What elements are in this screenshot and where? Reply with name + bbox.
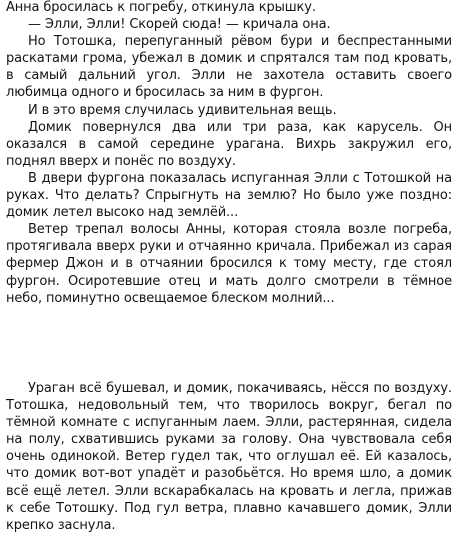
paragraph-elli-door: В двери фургона показалась испуганная Элли с Тотошкой на руках. Что делать? Спрыгнуть на землю? Но было уже поздно: домик летел высоко над землёй... (6, 170, 452, 221)
paragraph-anna-shout: — Элли, Элли! Скорей сюда! — кричала она. (28, 17, 331, 33)
text-section-1 (6, 0, 452, 307)
paragraph-totoshka-hides: Но Тотошка, перепуганный рёвом бури и беспрестанными раскатами грома, убежал в домик и спрятался там под кровать, в самый дальний угол. Элли не захотела оставить своего любимца одного и бросилась за ним в фургон. (6, 34, 452, 101)
paragraph-parents: Ветер трепал волосы Анны, которая стояла возле погреба, протягивала вверх руки и отчаянно кричала. Прибежал из сарая фермер Джон и в отчаянии бросился к тому месту, где стоял фургон. Осиротевшие отец и мать долго смотрели в тёмное небо, поминутно освещаемое блеском молний... (6, 222, 452, 306)
paragraph-anna-cellar: Анна бросилась к погребу, откинула крышку. (6, 0, 316, 15)
paragraph-strange-thing: И в это время случилась удивительная вещь. (28, 102, 337, 118)
paragraph-hurricane-flight: Ураган всё бушевал, и домик, покачиваясь, нёсся по воздуху. Тотошка, недовольный тем, что творилось вокруг, бегал по тёмной комнате с испуганным лаем. Элли, растерянная, сидела на полу, схватившись руками за голову. Она чувствовала себя очень одинокой. Ветер гудел так, что оглушал её. Ей казалось, что домик вот-вот упадёт и разобьётся. Но время шло, а домик всё ещё летел. Элли вскарабкалась на кровать и легла, прижав к себе Тотошку. Под гул ветра, плавно качавшего домик, Элли крепко заснула. (6, 381, 452, 533)
text-section-2 (6, 380, 452, 534)
paragraph-house-spins: Домик повернулся два или три раза, как карусель. Он оказался в самой середине урагана. Вихрь закружил его, поднял вверх и понёс по воздуху. (6, 119, 452, 169)
